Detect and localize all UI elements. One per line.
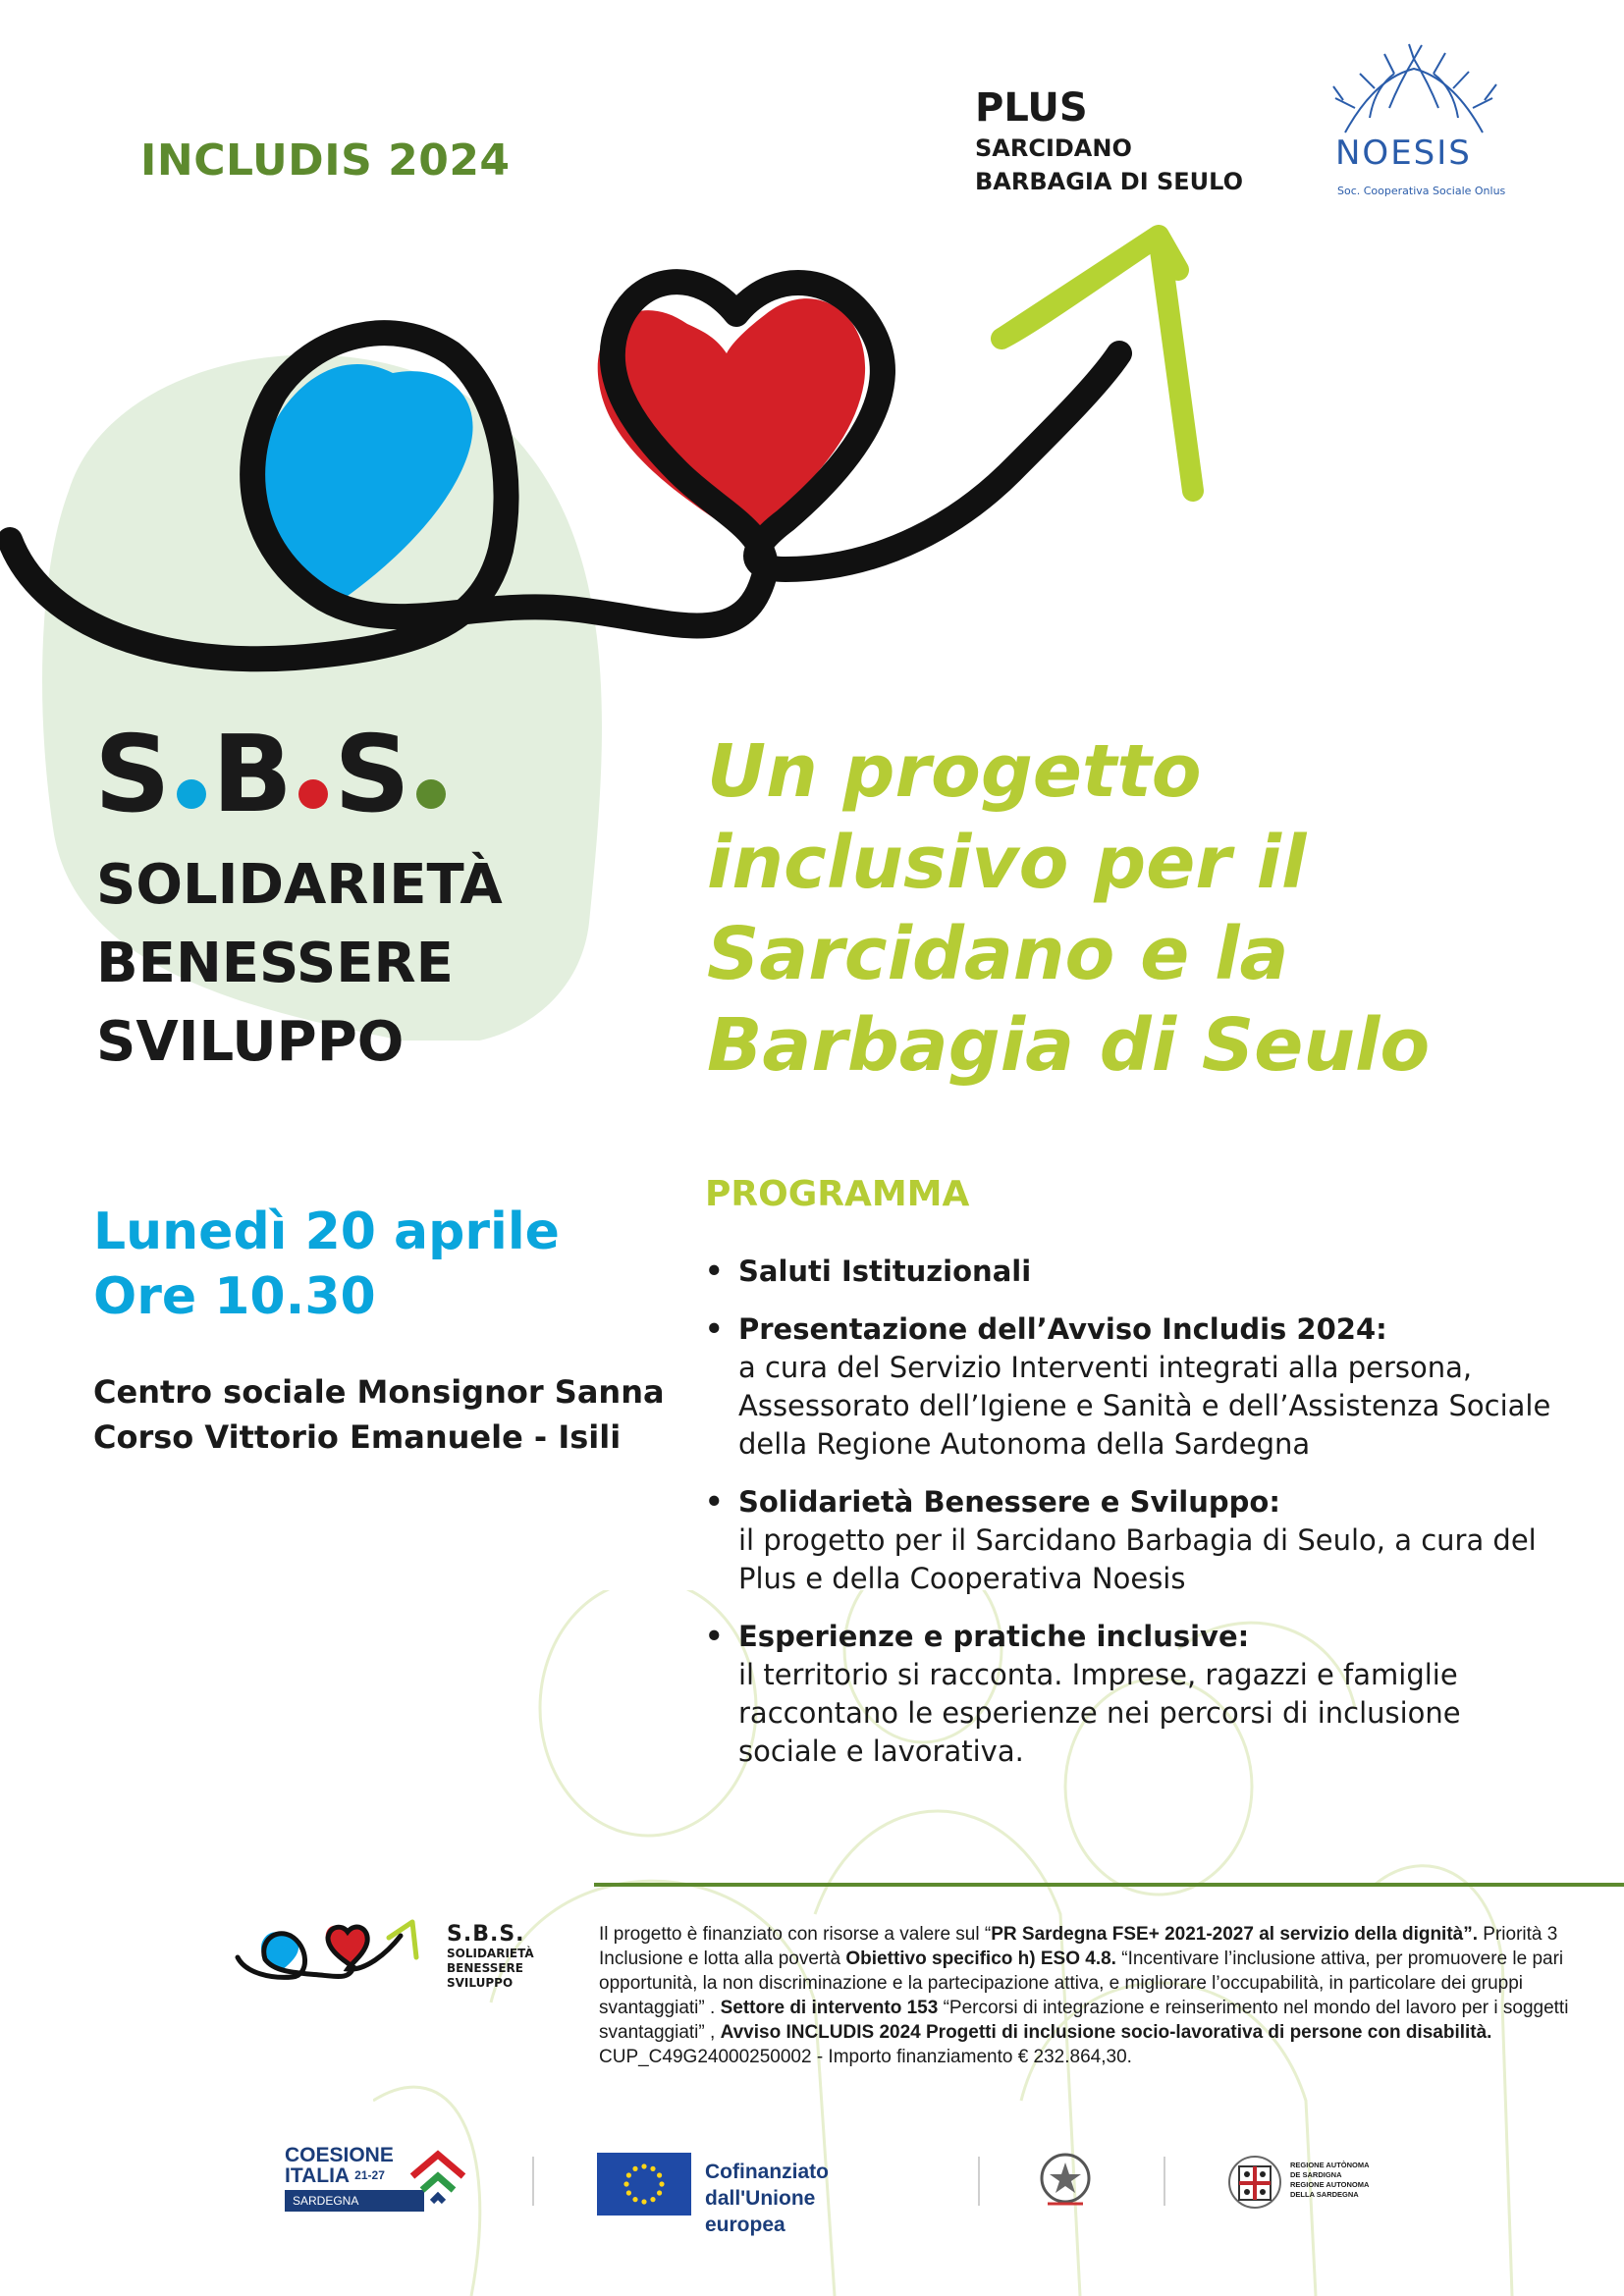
funding-bold-3: Settore di intervento 153 (720, 1998, 939, 2018)
coesione-region: SARDEGNA (285, 2190, 424, 2212)
funding-bold-2: Obiettivo specifico h) ESO 4.8. (845, 1949, 1116, 1969)
small-sbs-logotype (447, 1922, 534, 1991)
programme-item-desc: il territorio si racconta. Imprese, ragazzi e famiglie raccontano le esperienze nei percorsi di inclusione sociale e lavorativa. (738, 1658, 1461, 1768)
coesione-italia-logo (285, 2145, 481, 2218)
programme-list (699, 1253, 1563, 1790)
bullet-icon: • (705, 1620, 724, 1653)
venue-line-2: Corso Vittorio Emanuele - Isili (93, 1418, 622, 1456)
bullet-icon: • (705, 1312, 724, 1346)
small-sbs-word-1: SOLIDARIETÀ (447, 1947, 534, 1960)
sbs-letter-s1: S (94, 714, 173, 836)
ras-text (1290, 2161, 1370, 2200)
coesione-years: 21-27 (354, 2168, 385, 2182)
programme-item-title: Presentazione dell’Avviso Includis 2024: (738, 1312, 1387, 1346)
funding-bold-4: Avviso INCLUDIS 2024 Progetti di inclusione socio-lavorativa di persone con disabilità. (720, 2022, 1492, 2043)
ras-line-2: DE SARDIGNA (1290, 2170, 1342, 2179)
funding-cup: CUP_C49G24000250002 - Importo finanziamento € 232.864,30. (599, 2047, 1132, 2067)
headline-line-3: Sarcidano e la (707, 912, 1289, 996)
eu-line-1: Cofinanziato (705, 2161, 829, 2183)
noesis-name: NOESIS (1335, 133, 1472, 173)
coesione-line-1: COESIONE (285, 2144, 394, 2166)
eu-line-2: dall'Unione europea (705, 2187, 816, 2236)
small-sbs-word-2: BENESSERE (447, 1961, 523, 1975)
italian-republic-emblem-icon (1036, 2149, 1095, 2214)
small-sbs-word-3: SVILUPPO (447, 1976, 514, 1990)
programme-item (699, 1618, 1563, 1771)
funding-text-2: Priorità 3 Inclusione e lotta alla povertà (599, 1924, 1558, 1969)
small-sbs-title: S.B.S. (447, 1922, 525, 1947)
sbs-letter-b: B (211, 714, 296, 836)
noesis-logo (1316, 39, 1512, 206)
bullet-icon: • (705, 1485, 724, 1519)
funding-logos-row (285, 2144, 1414, 2236)
coesione-line-2: ITALIA (285, 2164, 350, 2187)
headline-line-4: Barbagia di Seulo (707, 1003, 1431, 1088)
programme-item-title: Saluti Istituzionali (738, 1255, 1032, 1288)
programme-item-title: Solidarietà Benessere e Sviluppo: (738, 1485, 1280, 1519)
headline-line-1: Un progetto (707, 729, 1202, 814)
programme-item (699, 1310, 1563, 1464)
sbs-words (96, 846, 503, 1082)
eu-text (705, 2159, 892, 2238)
plus-block (975, 84, 1243, 198)
funding-bold-1: PR Sardegna FSE+ 2021-2027 al servizio della dignità”. (991, 1924, 1479, 1945)
programme-item (699, 1483, 1563, 1598)
sbs-dot-red (298, 779, 328, 809)
programme-item-desc: il progetto per il Sarcidano Barbagia di Seulo, a cura del Plus e della Cooperativa Noesis (738, 1523, 1537, 1595)
funding-note (599, 1922, 1581, 2069)
ras-line-3: REGIONE AUTONOMA (1290, 2180, 1370, 2189)
sbs-dot-blue (177, 779, 206, 809)
headline (707, 726, 1591, 1092)
plus-line-2: BARBAGIA DI SEULO (975, 168, 1243, 195)
sbs-logotype (94, 714, 452, 836)
event-date: Lunedì 20 aprile (93, 1202, 560, 1261)
funding-text-3: “Incentivare l’inclusione attiva, per promuovere le pari opportunità, la non discriminazione e la partecipazione attiva, e migliorare l’occupabilità, in particolare dei gruppi svantaggiati” . (599, 1949, 1564, 2018)
eu-cofunded-logo (597, 2153, 892, 2236)
programme-item-title: Esperienze e pratiche inclusive: (738, 1620, 1250, 1653)
logo-separator (1164, 2157, 1165, 2206)
event-label: INCLUDIS 2024 (140, 135, 511, 186)
regione-sardegna-logo (1225, 2151, 1422, 2216)
sbs-word-benessere: BENESSERE (96, 932, 454, 995)
sbs-word-sviluppo: SVILUPPO (96, 1010, 405, 1074)
programme-item (699, 1253, 1563, 1291)
sbs-dot-green (416, 779, 446, 809)
logo-separator (978, 2157, 980, 2206)
event-datetime (93, 1200, 560, 1329)
sardinia-crest-icon (1225, 2151, 1284, 2216)
bullet-icon: • (705, 1255, 724, 1288)
ras-line-1: REGIONE AUTÒNOMA (1290, 2161, 1370, 2169)
sbs-letter-s2: S (334, 714, 412, 836)
coesione-arrow-icon (406, 2147, 469, 2208)
event-venue (93, 1369, 665, 1460)
programme-item-desc: a cura del Servizio Interventi integrati alla persona, Assessorato dell’Igiene e Sanità e dell’Assistenza Sociale della Regione Autonoma della Sardegna (738, 1351, 1551, 1461)
funding-text-1: Il progetto è finanziato con risorse a valere sul “ (599, 1924, 992, 1945)
headline-line-2: inclusivo per il (707, 821, 1307, 905)
eu-flag-icon (597, 2153, 691, 2216)
plus-line-1: SARCIDANO (975, 134, 1132, 162)
programme-title: PROGRAMMA (705, 1174, 970, 1214)
funding-text-4: “Percorsi di integrazione e reinserimento nel mondo del lavoro per i soggetti svantaggiati” , (599, 1998, 1569, 2043)
sbs-word-solidarieta: SOLIDARIETÀ (96, 853, 503, 917)
event-time: Ore 10.30 (93, 1267, 376, 1326)
noesis-subtitle: Soc. Cooperativa Sociale Onlus (1337, 185, 1506, 197)
ras-line-4: DELLA SARDEGNA (1290, 2190, 1359, 2199)
footer-divider (594, 1883, 1624, 1887)
venue-line-1: Centro sociale Monsignor Sanna (93, 1373, 665, 1411)
plus-title: PLUS (975, 85, 1088, 131)
noesis-tree-icon (1316, 39, 1512, 137)
logo-separator (532, 2157, 534, 2206)
